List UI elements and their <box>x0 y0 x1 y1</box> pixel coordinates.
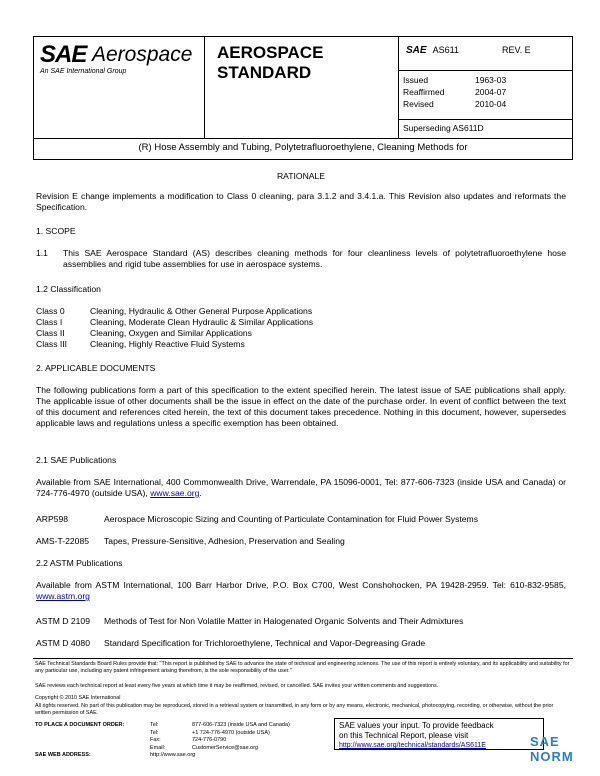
document-title: (R) Hose Assembly and Tubing, Polytetrafluoroethylene, Cleaning Methods for <box>33 138 573 160</box>
revision-label: REV. E <box>502 45 531 55</box>
standard-title-line1: AEROSPACE <box>217 43 324 62</box>
sae-website-link[interactable]: www.sae.org <box>150 488 200 498</box>
document-header <box>33 36 573 139</box>
reference-row: ASTM D 2109 Methods of Test for Non Volatile Matter in Halogenated Organic Solvents and Their Admixtures <box>36 616 464 626</box>
list-item: Class I Cleaning, Moderate Clean Hydraulic & Similar Applications <box>36 317 314 327</box>
header-divider <box>204 37 205 139</box>
list-item: Class II Cleaning, Oxygen and Similar Applications <box>36 328 252 338</box>
history-row: Reaffirmed 2004-07 <box>403 87 507 97</box>
contact-row: Tel: +1 724-776-4970 (outside USA) <box>150 729 270 736</box>
section-2-text: The following publications form a part of this specification to the extent specified herein. The latest issue of SAE publications shall apply. The applicable issue of other documents shall be the issue in effect on the date of the purchase order. In event of conflict between the text of this document and references cited herein, the text of this document takes precedence. Nothing in this document, however, supersedes applicable laws and regulations unless a specific exemption has been obtained. <box>36 385 566 428</box>
section-2-2-heading: 2.2 ASTM Publications <box>36 558 123 568</box>
superseding-note: Superseding AS611D <box>403 123 484 133</box>
rationale-text: Revision E change implements a modification to Class 0 cleaning, para 3.1.2 and 3.4.1.a. This Revision also updates and reformats the Specification. <box>36 191 566 212</box>
section-2-1-heading: 2.1 SAE Publications <box>36 455 117 465</box>
section-1-heading: 1. SCOPE <box>36 226 76 236</box>
reference-row: ASTM D 4080 Standard Specification for Trichloroethylene, Technical and Vapor-Degreasing Grade <box>36 638 426 648</box>
order-contact <box>35 722 290 760</box>
contact-row: Email: CustomerService@sae.org <box>150 744 259 751</box>
contact-row: Fax: 724-776-0790 <box>150 737 227 743</box>
list-item: Class 0 Cleaning, Hydraulic & Other General Purpose Applications <box>36 306 313 316</box>
header-divider <box>398 119 573 120</box>
section-2-1-text: Available from SAE International, 400 Commonwealth Drive, Warrendale, PA 15096-0001, Tel: 877-606-7323 (inside USA and Canada) or 724-776-4970 (outside USA), www.sae.org. <box>36 477 566 498</box>
watermark-logo: SAE NORM <box>530 734 574 764</box>
footer-rules: SAE Technical Standards Board Rules provide that: "This report is published by SAE to advance the state of technical and engineering sciences. The use of this report is entirely voluntary, and its applicability and suitability for any particular use, including any patent infringement arising therefrom, is the sole responsibility of the user." <box>35 661 570 674</box>
footer-review: SAE reviews each technical report at least every five years at which time it may be reaffirmed, revised, or cancelled. SAE invites your written comments and suggestions. <box>35 683 439 689</box>
section-2-heading: 2. APPLICABLE DOCUMENTS <box>36 363 156 373</box>
section-1-1 <box>36 248 566 270</box>
feedback-box <box>334 718 544 750</box>
feedback-line: on this Technical Report, please visit <box>339 730 469 740</box>
contact-row: SAE WEB ADDRESS: http://www.sae.org <box>35 752 196 758</box>
footer-copyright: Copyright © 2010 SAE International <box>35 695 121 701</box>
rationale-heading: RATIONALE <box>276 171 326 181</box>
history-row: Issued 1963-03 <box>403 75 507 85</box>
aerospace-logo-text: Aerospace <box>92 43 193 66</box>
sae-logo: SAE <box>40 41 87 68</box>
list-item: Class III Cleaning, Highly Reactive Fluid Systems <box>36 339 245 349</box>
section-1-2-heading: 1.2 Classification <box>36 284 101 294</box>
revision-history <box>403 74 506 110</box>
doc-prefix: SAE <box>406 45 427 56</box>
reference-row: ARP598 Aerospace Microscopic Sizing and Counting of Particulate Contamination for Fluid Power Systems <box>36 514 479 524</box>
astm-website-link[interactable]: www.astm.org <box>36 591 90 601</box>
section-1-1-text: This SAE Aerospace Standard (AS) describes cleaning methods for four cleanliness levels of polytetrafluoroethylene hose assemblies and rigid tube assemblies for use in aerospace systems. <box>63 248 566 269</box>
standard-title <box>217 43 323 83</box>
footer-divider <box>33 658 573 659</box>
section-2-2-text: Available from ASTM International, 100 Barr Harbor Drive, P.O. Box C700, West Conshohocken, PA 19428-2959. Tel: 610-832-9585, www.astm.org <box>36 580 566 601</box>
logo-subtitle: An SAE International Group <box>40 68 127 75</box>
section-number: 1.1 <box>36 248 48 258</box>
header-divider <box>398 70 573 71</box>
feedback-line: SAE values your input. To provide feedback <box>339 721 494 730</box>
footer-rights: All rights reserved. No part of this publication may be reproduced, stored in a retrieval system or transmitted, in any form or by any means, electronic, mechanical, photocopying, recording, or otherwise, without the prior written permission of SAE. <box>35 703 554 716</box>
doc-number: AS611 <box>432 45 459 55</box>
feedback-link[interactable]: http://www.sae.org/technical/standards/AS611E <box>339 742 486 749</box>
class-list <box>36 306 566 350</box>
reference-row: AMS-T-22085 Tapes, Pressure-Sensitive, Adhesion, Preservation and Sealing <box>36 536 345 546</box>
history-row: Revised 2010-04 <box>403 99 507 109</box>
standard-title-line2: STANDARD <box>217 63 312 82</box>
contact-row: TO PLACE A DOCUMENT ORDER: Tel: 877-606-7323 (inside USA and Canada) <box>35 722 290 728</box>
document-number <box>406 45 459 56</box>
header-divider <box>398 37 399 139</box>
